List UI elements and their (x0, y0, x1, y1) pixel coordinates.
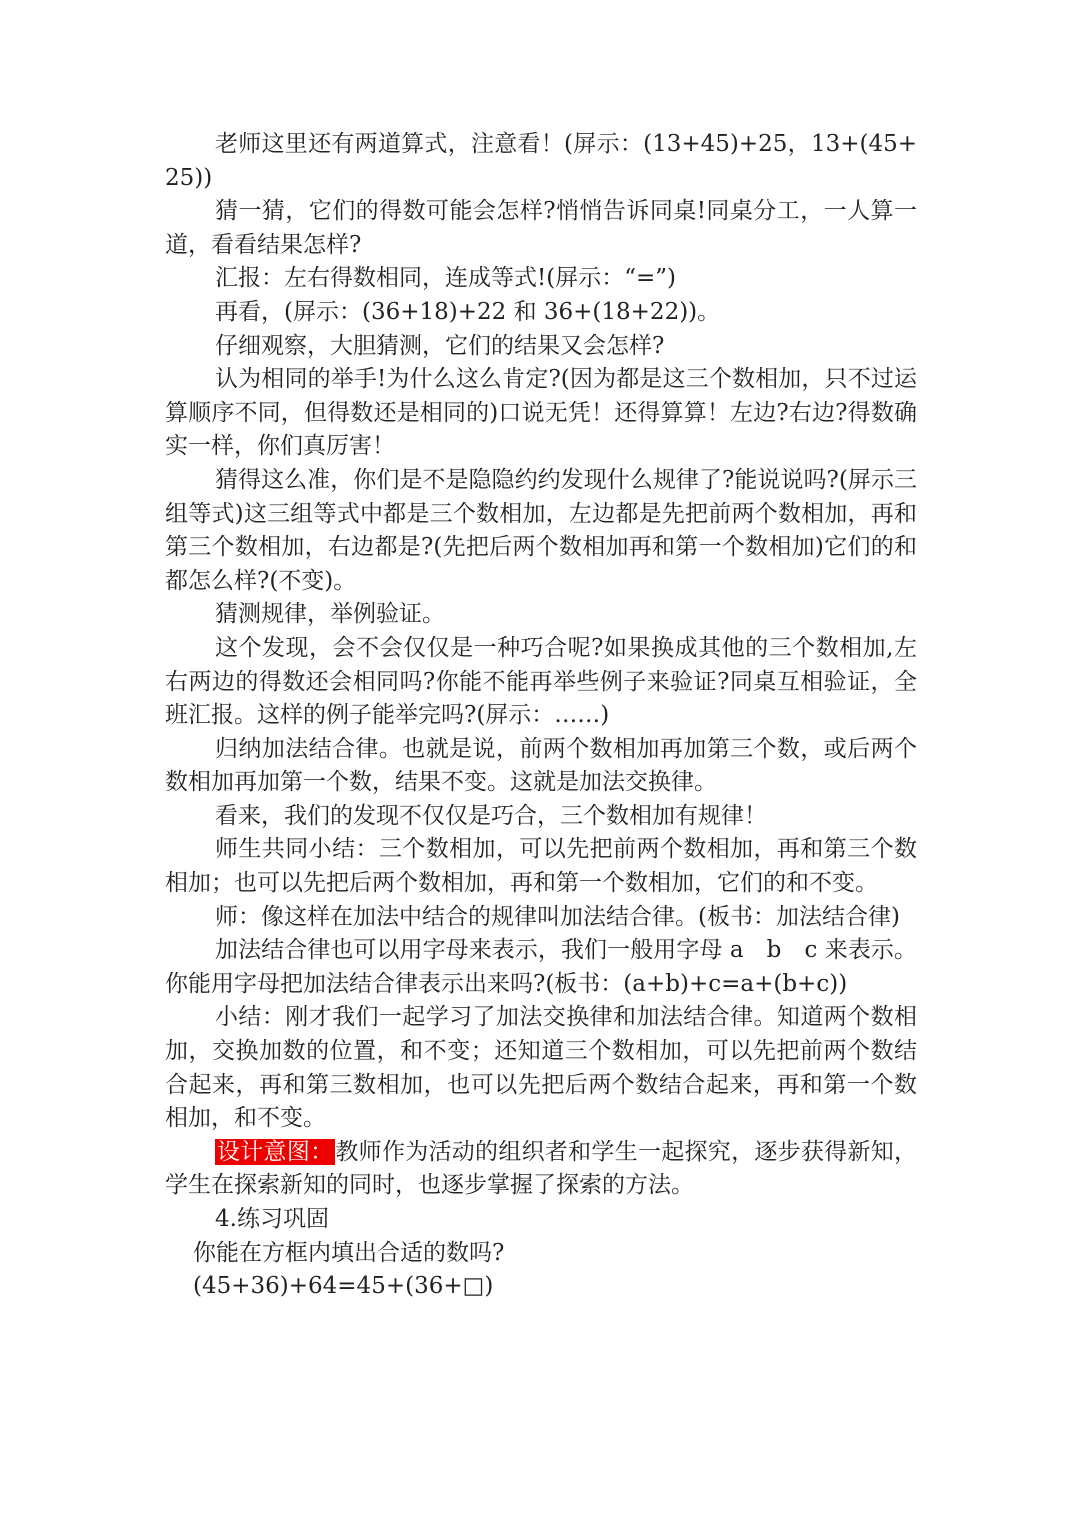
paragraph: 再看，(屏示：(36+18)+22 和 36+(18+22))。 (215, 298, 721, 325)
section-title: 4.练习巩固 (215, 1206, 329, 1232)
paragraph: 归纳加法结合律。也就是说，前两个数相加再加第三个数，或后两个数相加再加第一个数，结果不变。这就是加法交换律。 (165, 735, 917, 796)
paragraph: 猜得这么准，你们是不是隐隐约约发现什么规律了?能说说吗?(屏示三组等式)这三组等式中都是三个数相加，左边都是先把前两个数相加，再和第三个数相加，右边都是?(先把后两个数相加再和第一个数相加)它们的和都怎么样?(不变)。 (165, 466, 917, 594)
paragraph: 认为相同的举手!为什么这么肯定?(因为都是这三个数相加，只不过运算顺序不同，但得数还是相同的)口说无凭！还得算算！左边?右边?得数确实一样，你们真厉害！ (165, 366, 917, 460)
design-intent-paragraph (165, 1136, 917, 1203)
paragraph: 师生共同小结：三个数相加，可以先把前两个数相加，再和第三个数相加；也可以先把后两个数相加，再和第一个数相加，它们的和不变。 (165, 836, 917, 897)
design-intent-text: 教师作为活动的组织者和学生一起探究，逐步获得新知，学生在探索新知的同时，也逐步掌握了探索的方法。 (165, 1138, 918, 1199)
exercise-equation: (45+36)+64=45+(36+□) (193, 1273, 494, 1300)
lesson-text (165, 128, 917, 1304)
design-intent-label: 设计意图： (217, 1138, 334, 1165)
paragraph: 仔细观察，大胆猜测，它们的结果又会怎样? (215, 332, 665, 359)
paragraph: 汇报：左右得数相同，连成等式!(屏示：“=”) (215, 265, 676, 292)
paragraph: 小结：刚才我们一起学习了加法交换律和加法结合律。知道两个数相加，交换加数的位置，和不变；还知道三个数相加，可以先把前两个数结合起来，再和第三数相加，也可以先把后两个数结合起来，再和第一个数相加，和不变。 (165, 1004, 917, 1132)
paragraph: 这个发现，会不会仅仅是一种巧合呢?如果换成其他的三个数相加,左右两边的得数还会相同吗?你能不能再举些例子来验证?同桌互相验证，全班汇报。这样的例子能举完吗?(屏示：……) (165, 634, 917, 729)
paragraph: 看来，我们的发现不仅仅是巧合，三个数相加有规律！ (215, 802, 767, 829)
paragraph: 老师这里还有两道算式，注意看！(屏示：(13+45)+25，13+(45+25)) (165, 131, 917, 191)
exercise-question: 你能在方框内填出合适的数吗? (193, 1239, 505, 1266)
paragraph: 猜一猜，它们的得数可能会怎样?悄悄告诉同桌!同桌分工，一人算一道，看看结果怎样? (165, 198, 917, 258)
paragraph: 猜测规律，举例验证。 (215, 601, 445, 628)
paragraph: 师：像这样在加法中结合的规律叫加法结合律。(板书：加法结合律) (215, 903, 900, 930)
paragraph: 加法结合律也可以用字母来表示，我们一般用字母 a b c 来表示。你能用字母把加法结合律表示出来吗?(板书：(a+b)+c=a+(b+c)) (165, 937, 917, 997)
